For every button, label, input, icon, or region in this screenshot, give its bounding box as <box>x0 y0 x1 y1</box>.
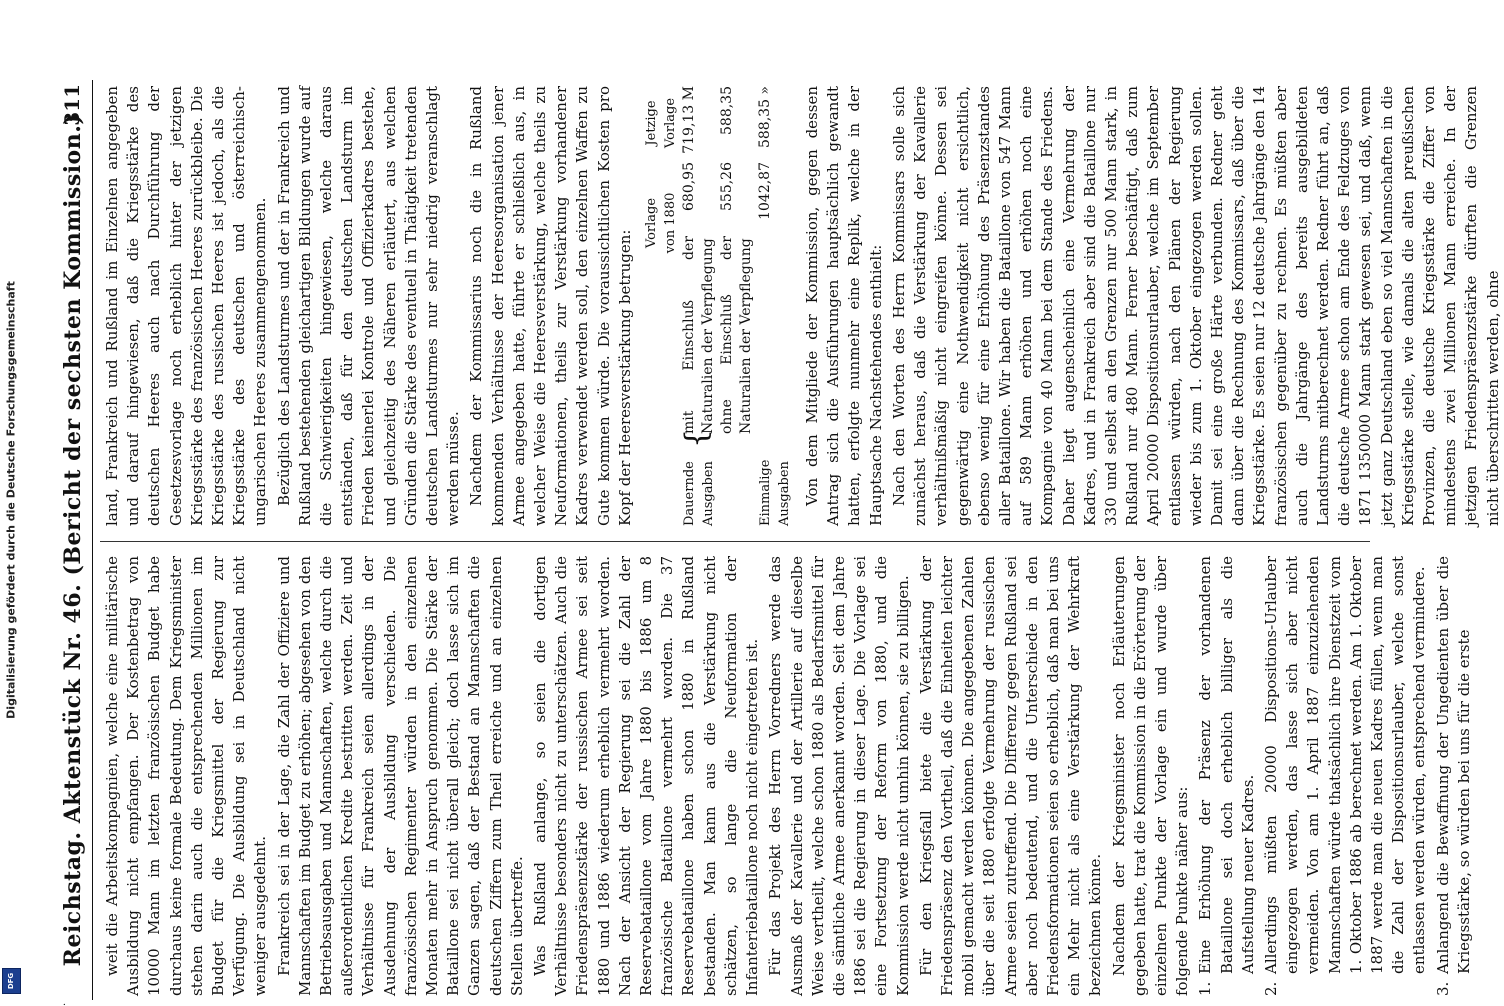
list-item <box>1433 556 1475 996</box>
table-row <box>756 86 794 526</box>
table-header <box>642 86 680 526</box>
value-current: 588,35 » <box>757 86 774 149</box>
funding-credit: Digitalisierung gefördert durch die Deutsche Forschungsgemeinschaft <box>4 281 18 719</box>
paragraph: Nach den Worten des Herrn Kommissars solle sich zunächst heraus, daß die Verstärkung der Kavallerie verhältnißmäßig nicht eingreifen könne. Dessen sei gegenwärtig eine Nothwendigkeit nicht ersichtlich, ebenso wenig für eine Erhöhung des Präsenzstandes aller Bataillone. Wir haben die Bataillone von 547 Mann auf 589 Mann erhöhen und erhöhen noch eine Kompagnie von 40 Mann bei dem Stande des Friedens. Daher liegt augenscheinlich eine Vermehrung der Kadres, und in Frankreich aber sind die Bataillone nur 330 und selbst an den Grenzen nur 500 Mann stark, in Rußland nur 480 Mann. Ferner beschäftigt, daß zum April 20000 Dispositionsurlauber, welche im September entlassen würden, nach den Plänen der Regierung wieder bis zum 1. Oktober eingezogen werden sollen. Damit sei eine große Härte verbunden. Redner geht dann über die Rechnung des Kommissars, daß über die Kriegsstärke. Es seien nur 12 deutsche Jahrgänge den 14 französischen gegenüber zu rechnen. Es müßten aber auch die Jahrgänge des bereits ausgebildeten Landsturms mitberechnet werden. Redner führt an, daß die deutsche Armee schon am Ende des Feldzuges von 1871 1350000 Mann stark gewesen sei, und daß, wenn jetzt ganz Deutschland eben so viel Mannschaften in die Kriegsstärke stelle, wie damals die alten preußischen Provinzen, die deutsche Kriegsstärke die Ziffer von mindestens zwei Millionen Mann erreiche. In der jetzigen Friedenspräsenzstärke dürften die Grenzen nicht überschritten werden, ohne <box>889 86 1502 526</box>
row-label: Dauernde Ausgaben <box>682 461 717 526</box>
list-text: Allerdings müßten 20000 Dispositions-Urlauber eingezogen werden, das lasse sich aber nicht vermeiden. Von am 1. April 1887 einzuziehenden Mannschaften würde thatsächlich ihre Dienstzeit vom 1. Oktober 1886 ab berechnet werden. Am 1. Oktober 1887 werde man die neuen Kadres füllen, wenn man die Zahl der Dispositionsurlauber, welche sonst entlassen werden würden, entsprechend vermindere. <box>1261 556 1429 974</box>
list-item <box>1261 556 1431 996</box>
list-text: Eine Erhöhung der Präsenz der vorhandenen Bataillone sei doch erheblich billiger als die Aufstellung neuer Kadres. <box>1196 556 1257 974</box>
paragraph: Für den Kriegsfall biete die Verstärkung der Friedenspräsenz den Vortheil, daß die Einheiten leichter mobil gemacht werden können. Die angegebenen Zahlen über die seit 1880 erfolgte Vermehrung der russischen Armee seien zutreffend. Die Differenz gegen Rußland sei aber noch bedeutend, und die Unterschiede in den Friedensformationen seien so erheblich, daß man bei uns ein Mehr nicht als eine Verstärkung der Wehrkraft bezeichnen könne. <box>916 556 1105 996</box>
row-label: Einmalige Ausgaben <box>758 459 793 526</box>
paragraph: Für das Projekt des Herrn Vorredners werde das Ausmaß der Kavallerie und der Artillerie auf dieselbe Weise vertheilt, welche schon 1880 als Bedarfsmittel für die sämtliche Armee anerkannt worden. Seit dem Jahre 1886 sei die Regierung in dieser Lage. Die Vorlage sei eine Fortsetzung der Reform von 1880, und die Kommission werde nicht umhin können, sie zu billigen. <box>766 556 912 996</box>
paragraph: Von dem Mitgliede der Kommission, gegen dessen Antrag sich die Ausführungen hauptsächlich gewandt hatten, erfolgte nunmehr eine Replik, welche in der Hauptsache Nachstehendes enthielt: <box>803 86 885 526</box>
table-row <box>718 86 756 526</box>
list-text: Anlangend die Bewaffnung der Ungedienten über die Kriegsstärke, so würden bei uns für die erste <box>1433 556 1473 974</box>
row-description: mit Einschluß der Naturalien der Verpflegung <box>681 236 717 434</box>
value-1880: 1042,87 <box>757 162 774 220</box>
page-title: Reichstag. Aktenstück Nr. 46. (Bericht der sechsten Kommission.) <box>60 113 86 967</box>
right-column <box>102 86 1502 526</box>
paragraph: Bezüglich des Landsturmes und der in Frankreich und Rußland bestehenden gleichartigen Bildungen wurde auf die Schwierigkeiten hingewiesen, welche daraus entständen, daß für den deutschen Landsturm im Frieden keinerlei Kontrole und Offizierkadres bestehe, und gleichzeitig des Näheren erläutert, aus welchen Gründen die Stärke des eventuell in Thätigkeit tretenden deutschen Landsturmes nur sehr niedrig veranschlagt werden müsse. <box>274 86 463 526</box>
paragraph: land, Frankreich und Rußland im Einzelnen angegeben und darauf hingewiesen, daß die Kriegsstärke des deutschen Heeres auch nach Durchführung der Gesetzesvorlage noch erheblich hinter der jetzigen Kriegsstärke des französischen Heeres zurückbleibe. Die Kriegsstärke des russischen Heeres ist jedoch, als die Kriegsstärke des deutschen und österreichisch-ungarischen Heeres zusammengenommen. <box>103 86 270 526</box>
paragraph: Nachdem der Kriegsminister noch Erläuterungen gegeben hatte, trat die Kommission in die Erörterung der einzelnen Punkte der Vorlage ein und wurde über folgende Punkte näher aus: <box>1109 556 1192 996</box>
document-page <box>52 80 1502 1006</box>
paragraph: weit die Arbeitskompagnien, welche eine militärische Ausbildung nicht empfangen. Der Kostenbetrag von 10000 Mann im letzten französischen Budget habe durchaus keine formale Bedeutung. Dem Kriegsminister stehen darin auch die entsprechenden Millionen im Budget für die Kriegsmittel der Regierung zur Verfügung. Die Ausbildung sei in Deutschland nicht weniger ausgedehnt. <box>103 556 270 996</box>
row-description: ohne Einschluß der Naturalien der Verpflegung <box>719 236 755 434</box>
paragraph: Frankreich sei in der Lage, die Zahl der Offiziere und Mannschaften im Budget zu erhöhen; abgesehen von den Betriebsausgaben und Mannschaften, welche durch die außerordentlichen Kredite bestritten werden. Zeit und Verhältnisse für Frankreich seien allerdings in der Ausdehnung der Ausbildung verschieden. Die französischen Regimenter würden in den einzelnen Monaten mehr in Anspruch genommen. Die Stärke der Bataillone sei nicht überall gleich; doch lasse sich im Ganzen sagen, daß der Bestand an Mannschaften die deutschen Ziffern zum Theil erreiche und an einzelnen Stellen übertreffe. <box>274 556 526 996</box>
page-marker: · <box>60 1002 71 1006</box>
dfg-logo <box>2 968 21 994</box>
list-number: 3. <box>1433 981 1452 996</box>
value-1880: 680,95 <box>681 162 698 211</box>
brace: { <box>679 428 715 448</box>
table-header-cell: Jetzige Vorlage <box>644 97 679 149</box>
page-number: 311 <box>60 84 84 126</box>
expenditure-table <box>642 86 794 526</box>
table-row <box>680 86 718 526</box>
dfg-logo-text: DFG <box>7 972 16 990</box>
list-number: 1. <box>1196 981 1215 996</box>
list-item <box>1195 556 1259 996</box>
left-column <box>102 556 1473 996</box>
list-number: 2. <box>1261 981 1280 996</box>
page-header <box>52 80 93 1006</box>
column-divider <box>100 541 1370 542</box>
value-current: 588,35 <box>719 86 736 135</box>
value-current: 719,13 M <box>681 86 698 154</box>
footer-strip <box>0 0 22 1000</box>
table-header-cell: Vorlage von 1880 <box>644 192 679 254</box>
paragraph: Was Rußland anlange, so seien die dortigen Verhältnisse besonders nicht zu unterschätzen. Auch die Friedenspräsenzstärke der russischen Armee sei seit 1880 und 1886 wiederum erheblich vermehrt worden. Nach der Ansicht der Regierung sei die Zahl der Reservebataillone vom Jahre 1880 bis 1886 um 8 französische Bataillone vermehrt worden. Die 37 Reservebataillone haben schon 1880 in Rußland bestanden. Man kann aus die Verstärkung nicht schätzen, so lange die Neuformation der Infanteriebataillone noch nicht eingetreten ist. <box>531 556 762 996</box>
paragraph: Nachdem der Kommissarius noch die in Rußland kommenden Verhältnisse der Heeresorganisation jener Armee angegeben hatte, führte er schließlich aus, in welcher Weise die Heeresverstärkung, welche theils zu Neuformationen, theils zur Verstärkung vorhandener Kadres verwendet werden soll, den einzelnen Waffen zu Gute kommen würde. Die voraussichtlichen Kosten pro Kopf der Heeresverstärkung betrugen: <box>467 86 634 526</box>
value-1880: 555,26 <box>719 162 736 211</box>
